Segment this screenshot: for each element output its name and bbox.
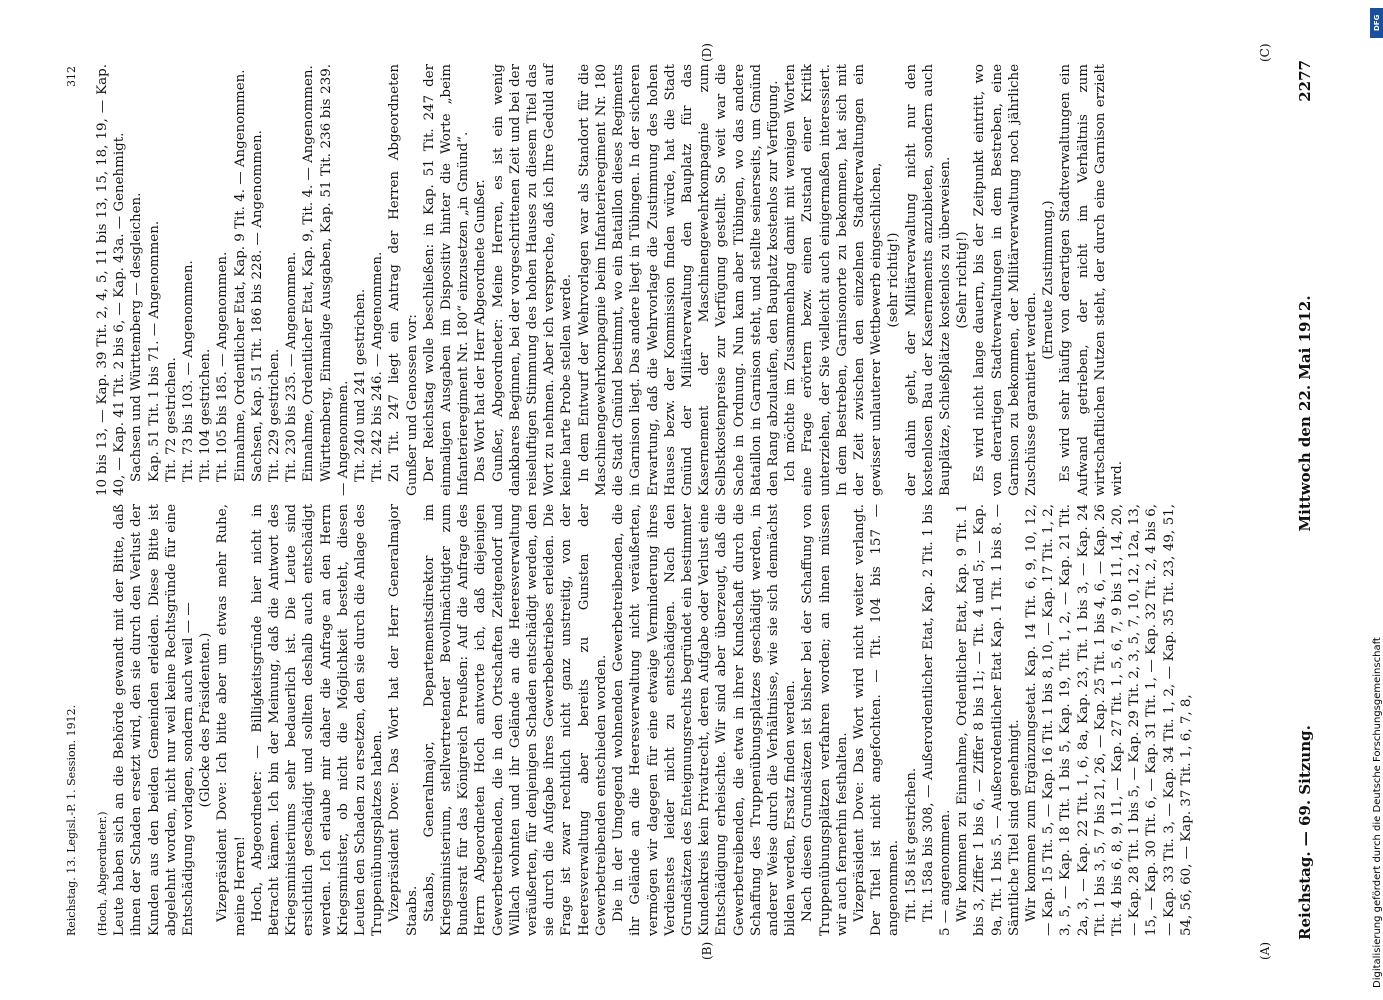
paragraph: Leute haben sich an die Behörde gewandt mit der Bitte, daß ihnen der Schaden ersetzt wird, den sie durch den Verlust der Kunden aus den beiden Gemeinden erleiden. Diese Bitte ist abgelehnt worden, nicht nur weil keine Rechtsgründe für eine Entschädigung vorlagen, sondern auch weil — — <box>112 504 197 936</box>
paragraph: Es wird nicht lange dauern, bis der Zeitpunkt eintritt, wo von derartigen Stadtverwaltungen in dem Bestreben, eine Garnison zu bekommen, der Militärverwaltung noch jährliche Zuschüsse garantiert werden. <box>972 64 1039 496</box>
paragraph: Ich möchte im Zusammenhang damit mit wenigen Worten eine Frage erörtern bezw. einen Zustand einer Kritik unterziehen, der Sie vielleicht auch einigermaßen interessiert. In dem Bestreben, Garnisonorte zu bekommen, hat sich mit der Zeit zwischen den einzelnen Stadtverwaltungen ein gewisser unlauterer Wettbewerb eingeschlichen, <box>783 64 885 496</box>
right-text-column <box>94 64 1284 496</box>
paragraph: Tit. 230 bis 235. — Angenommen. <box>284 251 300 482</box>
footer-sheet-number: 312 <box>64 66 78 87</box>
header-session: Reichstag. — 69. Sitzung. <box>1296 725 1314 940</box>
paragraph: Wir kommen zum Ergänzungsetat. Kap. 14 Tit. 6, 9, 10, 12, — Kap. 15 Tit. 5, — Kap. 16 Tit. 1 bis 8, 10, — Kap. 17 Tit. 1, 2, 3, 5, — Kap. 18 Tit. 1 bis 5, Kap. 19, Tit. 1, 2, — Kap. 21 Tit. 2a, 3, — Kap. 22 Tit. 1, 6, 8a, Kap. 23, Tit. 1 bis 3, — Kap. 24 Tit. 1 bis 3, 5, 7 bis 21, 26, — Kap. 25 Tit. 1 bis 4, 6, — Kap. 26 Tit. 4 bis 6, 8, 9, 11, — Kap. 27 Tit. 1, 5, 6, 7, 9 bis 11, 14, 20, — Kap. 28 Tit. 1 bis 5, — Kap. 29 Tit. 2, 3, 5, 7, 10, 12, 12a, 13, 15, — Kap. 30 Tit. 6, — Kap. 31 Tit. 1, — Kap. 32 Tit. 2, 4 bis 6, — Kap. 33 Tit. 3, — Kap. 34 Tit. 1, 2, — Kap. 35 Tit. 23, 49, 51, 54, 56, 60, — Kap. 37 Tit. 1, 6, 7, 8, <box>1023 504 1194 936</box>
paragraph: Nach diesen Grundsätzen ist bisher bei der Schaffung von Truppenübungsplätzen verfahren worden; an ihnen müssen wir auch fernerhin festhalten. <box>800 504 850 936</box>
paragraph: der dahin geht, der Militärverwaltung nicht nur den kostenlosen Bau der Kasernements anzubieten, sondern auch Bauplätze, Schießplätze kostenlos zu überweisen. <box>903 64 953 496</box>
margin-marker-b: (B) <box>700 941 714 960</box>
left-text-column <box>94 504 1284 936</box>
paragraph: Tit. 105 bis 185. — Angenommen. <box>215 251 231 482</box>
page-footer <box>60 66 82 936</box>
paragraph: Kap. 51 Tit. 1 bis 71. — Angenommen. <box>146 220 162 482</box>
paragraph: (Glocke des Präsidenten.) <box>198 632 214 808</box>
paragraph: (sehr richtig!) <box>886 232 902 328</box>
paragraph: Einnahme, Ordentlicher Etat, Kap. 9, Tit. 4. — Angenommen. <box>301 65 317 482</box>
paragraph: Tit. 242 bis 246. — Angenommen. <box>370 251 386 482</box>
paragraph: Vizepräsident Dove: Das Wort wird nicht weiter verlangt. Der Titel ist nicht angefochten. — Tit. 104 bis 157 — angenommen. <box>851 504 902 936</box>
paragraph: Die in der Umgegend wohnenden Gewerbetreibenden, die ihr Gelände an die Heeresverwaltung nicht veräußerten, vermögen wir dagegen für eine etwaige Verminderung ihres Verdienstes leider nicht zu entschädigen. Nach den Grundsätzen des Enteignungsrechts begründet ein bestimmter Kundenkreis kein Privatrecht, deren Aufgabe oder Verlust eine Entschädigung erheischte. Wir sind aber überzeugt, daß die Gewerbetreibenden, die etwa in ihrer Kundschaft durch die Schaffung des Truppenübungsplatzes geschädigt werden, in anderer Weise durch die Verhältnisse, wie sie sich demnächst bilden werden, Ersatz finden werden. <box>611 504 799 936</box>
paragraph: (Sehr richtig!) <box>955 231 971 329</box>
paragraph: Einnahme, Ordentlicher Etat, Kap. 9 Tit. 4. — Angenommen. <box>232 69 248 482</box>
paragraph: Zu Tit. 247 liegt ein Antrag der Herren Abgeordneten Gunßer und Genossen vor: <box>387 64 420 496</box>
paragraph: Gunßer, Abgeordneter: Meine Herren, es ist ein wenig dankbares Beginnen, bei der vorgeschrittenen Zeit und bei der reiseluftigen Stimmung des hohen Hauses zu diesem Titel das Wort zu nehmen. Aber ich verspreche, daß ich Ihre Geduld auf keine harte Probe stellen werde. <box>490 64 575 496</box>
header-page-number: 2277 <box>1296 60 1314 102</box>
paragraph: Württemberg, Einmalige Ausgaben, Kap. 51 Tit. 236 bis 239. — Angenommen. <box>318 64 351 496</box>
paragraph: Tit. 104 gestrichen. <box>198 348 214 482</box>
header-date: Mittwoch den 22. Mai 1912. <box>1296 295 1314 532</box>
paragraph: (Hoch, Abgeordneter.) <box>96 811 109 936</box>
paragraph: Sachsen, Kap. 51 Tit. 186 bis 228. — Angenommen. <box>249 130 265 482</box>
paragraph: In dem Entwurf der Wehrvorlagen war als Standort für die Maschinengewehrkompagnie beim Infanterieregiment Nr. 180 die Stadt Gmünd bestimmt, wo ein Bataillon dieses Regiments in Garnison liegt. Das andere liegt in Tübingen. In der sicheren Erwartung, daß die Wehrvorlage die Zustimmung des hohen Hauses bezw. der Kommission finden würde, hat die Stadt Gmünd der Militärverwaltung den Bauplatz für das Kasernement der Maschinengewehrkompagnie zum Selbstkostenpreise zur Verfügung gestellt. So weit war die Sache in Ordnung. Nun kam aber Tübingen, wo das andere Bataillon in Garnison steht, und stellte seinerseits, um Gmünd den Rang abzulaufen, den Bauplatz kostenlos zur Verfügung. <box>576 64 781 496</box>
dfg-logo: DFG <box>1370 8 1383 38</box>
page-header <box>1288 60 1322 940</box>
paragraph: Tit. 158a bis 308, — Außerordentlicher Etat, Kap. 2 Tit. 1 bis 5 — angenommen. <box>920 504 953 936</box>
paragraph: Wir kommen zu Einnahme, Ordentlicher Etat, Kap. 9 Tit. 1 bis 3, Ziffer 1 bis 6, — Ziffer 8 bis 11; — Tit. 4 und 5; — Kap. 9a, Tit. 1 bis 5. — Außerordentlicher Etat Kap. 1 Tit. 1 bis 8. — Sämtliche Titel sind genehmigt. <box>955 504 1022 936</box>
margin-marker-d: (D) <box>700 43 714 62</box>
paragraph: Es wird sehr häufig von derartigen Stadtverwaltungen ein Aufwand getrieben, der nicht im Verhältnis zum wirtschaftlichen Nutzen steht, der durch eine Garnison erzielt wird. <box>1058 64 1125 496</box>
paragraph: 10 bis 13, — Kap. 39 Tit. 2, 4, 5, 11 bis 13, 15, 18, 19, — Kap. 40, — Kap. 41 Tit. 2 bis 6, — Kap. 43a. — Genehmigt. <box>95 64 128 496</box>
paragraph: Vizepräsident Dove: Das Wort hat der Herr Generalmajor Staabs. <box>387 504 420 936</box>
paragraph: Tit. 229 gestrichen. <box>267 348 283 482</box>
paragraph: Tit. 72 gestrichen. <box>163 357 179 482</box>
paragraph: (Erneute Zustimmung.) <box>1041 200 1057 360</box>
paragraph: Sachsen und Württemberg — desgleichen. <box>129 192 145 482</box>
paragraph: Tit. 73 bis 103. — Angenommen. <box>181 260 197 482</box>
paragraph: Der Reichstag wolle beschließen: in Kap. 51 Tit. 247 der einmaligen Ausgaben im Dispositiv hinter die Worte „beim Infanterieregiment Nr. 180“ einzusetzen „in Gmünd“. <box>421 64 472 496</box>
margin-marker-a: (A) <box>1258 941 1272 960</box>
paragraph: Tit. 158 ist gestrichen. <box>903 767 919 922</box>
margin-marker-c: (C) <box>1258 43 1272 62</box>
paragraph: Vizepräsident Dove: Ich bitte aber um etwas mehr Ruhe, meine Herren! <box>215 504 248 936</box>
paragraph: Tit. 240 und 241 gestrichen. <box>353 288 369 482</box>
paragraph: Hoch, Abgeordneter: — Billigkeitsgründe hier nicht in Betracht kämen. Ich bin der Meinung, daß die Antwort des Kriegsministeriums sehr bedauerlich ist. Die Leute sind ersichtlich geschädigt und sollten deshalb auch entschädigt werden. Ich erlaube mir daher die Anfrage an den Herrn Kriegsminister, ob nicht die Möglichkeit besteht, diesen Leuten den Schaden zu ersetzen, den sie durch die Anlage des Truppenübungsplatzes haben. <box>249 504 386 936</box>
digitization-credit-text: Digitalisierung gefördert durch die Deutsche Forschungsgemeinschaft <box>1372 637 1383 988</box>
digitization-credit-bar <box>1372 8 1383 998</box>
paragraph: Staabs, Generalmajor, Departementsdirektor im Kriegsministerium, stellvertretender Bevollmächtigter zum Bundesrat für das Königreich Preußen: Auf die Anfrage des Herrn Abgeordneten Hoch antworte ich, daß diejenigen Gewerbetreibenden, die in den Ortschaften Zeitgendorf und Willach wohnten und ihr Gelände an die Heeresverwaltung veräußerten, für denjenigen Schaden entschädigt werden, den sie durch die Aufgabe ihres Gewerbebetriebes erleiden. Die Frage ist zwar rechtlich nicht ganz unstreitig, von der Heeresverwaltung aber bereits zu Gunsten der Gewerbetreibenden entschieden worden. <box>421 504 609 936</box>
footer-session-info: Reichstag. 13. Legisl.-P. 1. Session. 1912. <box>64 704 78 936</box>
paragraph: Das Wort hat der Herr Abgeordnete Gunßer. <box>473 179 489 482</box>
